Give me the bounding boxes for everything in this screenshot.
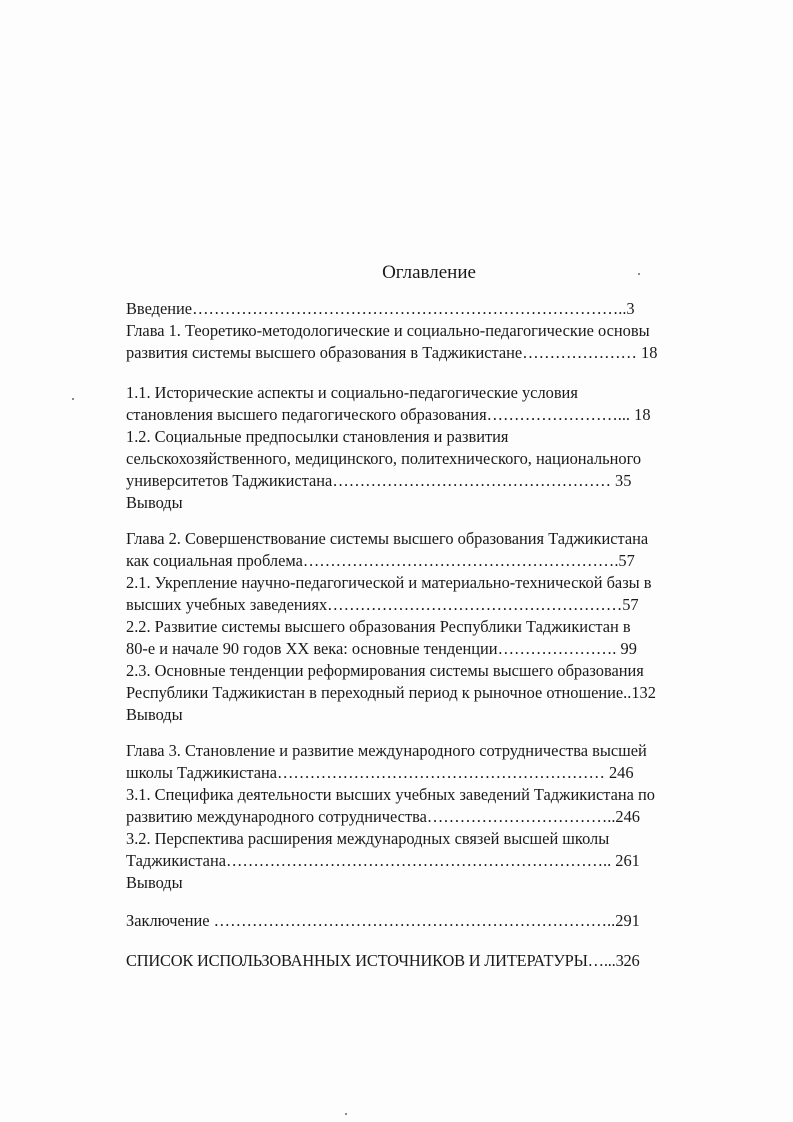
toc-entry-section-1-2-cont2: университетов Таджикистана…………………………………………… 35: [126, 471, 632, 490]
table-of-contents: [126, 298, 734, 972]
toc-entry-chapter-3-conclusions: Выводы: [126, 873, 183, 892]
toc-entry-chapter-1-cont: развития системы высшего образования в Таджикистане………………… 18: [126, 343, 658, 362]
toc-entry-intro: Введение……………………………………………………………………..3: [126, 299, 635, 318]
toc-entry-section-1-2: 1.2. Социальные предпосылки становления и развития: [126, 427, 509, 446]
toc-entry-section-1-1: 1.1. Исторические аспекты и социально-педагогические условия: [126, 383, 578, 402]
page-title: Оглавление: [382, 262, 476, 283]
toc-entry-section-1-2-cont: сельскохозяйственного, медицинского, политехнического, национального: [126, 449, 642, 468]
toc-entry-section-2-2: 2.2. Развитие системы высшего образования Республики Таджикистан в: [126, 617, 631, 636]
toc-entry-references: СПИСОК ИСПОЛЬЗОВАННЫХ ИСТОЧНИКОВ И ЛИТЕРАТУРЫ…...326: [126, 951, 640, 970]
toc-entry-section-3-2-cont: Таджикистана…………………………………………………………….. 261: [126, 851, 640, 870]
toc-entry-section-2-1-cont: высших учебных заведениях………………………………………………57: [126, 595, 639, 614]
toc-entry-section-2-1: 2.1. Укрепление научно-педагогической и материально-технической базы в: [126, 573, 652, 592]
toc-entry-section-3-1-cont: развитию международного сотрудничества……………………………..246: [126, 807, 640, 826]
toc-entry-section-2-3-cont: Республики Таджикистан в переходный период к рыночное отношение..132: [126, 683, 656, 702]
toc-entry-section-2-2-cont: 80-е и начале 90 годов XX века: основные тенденции…………………. 99: [126, 639, 637, 658]
toc-entry-chapter-3-cont: школы Таджикистана…………………………………………………… 246: [126, 763, 634, 782]
scan-speck: [638, 273, 640, 275]
toc-entry-chapter-2: Глава 2. Совершенствование системы высшего образования Таджикистана: [126, 529, 649, 548]
toc-entry-section-1-1-cont: становления высшего педагогического образования……………………... 18: [126, 405, 651, 424]
toc-entry-conclusion: Заключение ………………………………………………………………..291: [126, 911, 640, 930]
scan-speck: [72, 398, 74, 400]
toc-entry-section-2-3: 2.3. Основные тенденции реформирования системы высшего образования: [126, 661, 644, 680]
toc-entry-section-3-2: 3.2. Перспектива расширения международных связей высшей школы: [126, 829, 610, 848]
toc-entry-chapter-2-conclusions: Выводы: [126, 705, 183, 724]
toc-entry-section-3-1: 3.1. Специфика деятельности высших учебных заведений Таджикистана по: [126, 785, 656, 804]
toc-entry-chapter-3: Глава 3. Становление и развитие международного сотрудничества высшей: [126, 741, 647, 760]
scan-speck: [345, 1113, 347, 1115]
toc-entry-chapter-1-conclusions: Выводы: [126, 493, 183, 512]
toc-entry-chapter-1: Глава 1. Теоретико-методологические и социально-педагогические основы: [126, 321, 650, 340]
toc-entry-chapter-2-cont: как социальная проблема………………………………………………….57: [126, 551, 635, 570]
